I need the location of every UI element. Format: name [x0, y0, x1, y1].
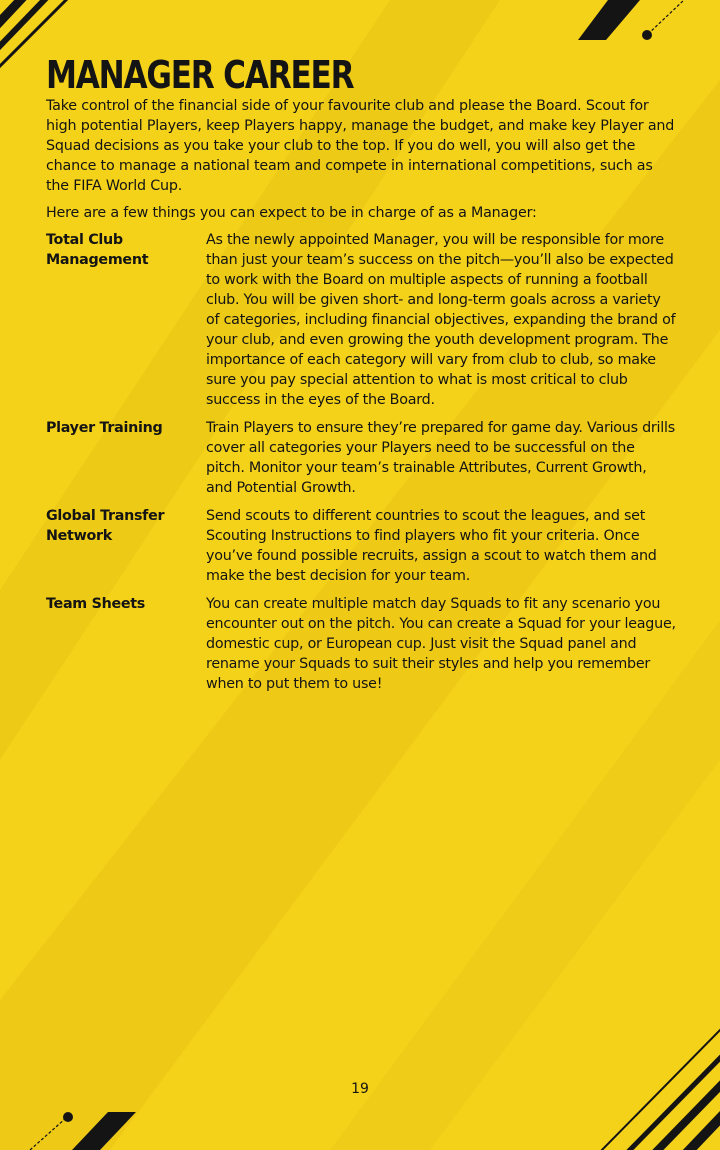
definition-description: Send scouts to different countries to scout the leagues, and set Scouting Instructions to find players who fit your criteria. Once you’ve found possible recruits, assign a scout to watch them and make the best decision for your team. — [206, 508, 657, 584]
definition-list — [46, 230, 676, 702]
definition-row — [46, 506, 676, 586]
definition-term: Total Club Management — [46, 232, 149, 268]
definition-term: Player Training — [46, 420, 163, 436]
definition-description: As the newly appointed Manager, you will be responsible for more than just your team’s success on the pitch—you’ll also be expected to work with the Board on multiple aspects of running a football club. You will be given short- and long-term goals across a variety of categories, including financial objectives, expanding the brand of your club, and even growing the youth development program. The importance of each category will vary from club to club, so make sure you pay special attention to what is most critical to club success in the eyes of the Board. — [206, 232, 676, 408]
page-number: 19 — [351, 1081, 369, 1097]
definition-row — [46, 594, 676, 694]
intro-paragraph: Take control of the financial side of your favourite club and please the Board. Scout for high potential Players, keep Players happy, manage the budget, and make key Player and Squad decisions as you take your club to the top. If you do well, you will also get the chance to manage a national team and compete in international competitions, such as the FIFA World Cup. — [46, 98, 675, 194]
definition-term: Global Transfer Network — [46, 508, 165, 544]
page-title: MANAGER CAREER — [46, 53, 354, 97]
definition-description: You can create multiple match day Squads to fit any scenario you encounter out on the pitch. You can create a Squad for your league, domestic cup, or European cup. Just visit the Squad panel and rename your Squads to suit their styles and help you remember when to put them to use! — [206, 596, 676, 692]
lead-paragraph: Here are a few things you can expect to be in charge of as a Manager: — [46, 205, 537, 221]
definition-description: Train Players to ensure they’re prepared for game day. Various drills cover all categories your Players need to be successful on the pitch. Monitor your team’s trainable Attributes, Current Growth, and Potential Growth. — [206, 420, 675, 496]
definition-row — [46, 230, 676, 410]
corner-stripes-top-right — [578, 0, 684, 40]
definition-term: Team Sheets — [46, 596, 145, 612]
definition-row — [46, 418, 676, 498]
